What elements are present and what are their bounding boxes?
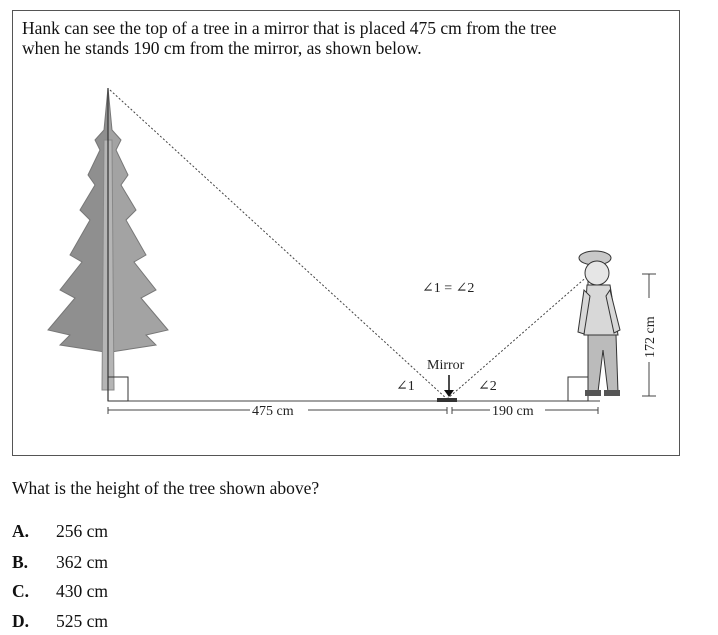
choice-a[interactable] xyxy=(12,521,108,542)
choice-d-text: 525 cm xyxy=(56,611,109,631)
dimension-190-label: 190 cm xyxy=(492,404,534,419)
dimension-172-label: 172 cm xyxy=(643,316,658,358)
choice-b[interactable] xyxy=(12,552,108,573)
sight-line-tree xyxy=(110,90,447,399)
choice-c[interactable] xyxy=(12,581,108,602)
choice-d[interactable] xyxy=(12,611,108,632)
tree-illustration xyxy=(48,88,168,401)
angle-1-label: ∠1 xyxy=(396,379,415,394)
person-hank xyxy=(568,251,620,401)
mirror-arrow-head xyxy=(444,390,454,397)
choice-c-text: 430 cm xyxy=(56,581,109,601)
choice-a-letter: A. xyxy=(12,521,30,541)
question-text: What is the height of the tree shown above? xyxy=(12,478,320,498)
mirror-label: Mirror xyxy=(427,358,465,373)
choice-b-text: 362 cm xyxy=(56,552,109,572)
dimension-172 xyxy=(642,274,658,396)
dimension-475 xyxy=(108,404,447,419)
angle-2-label: ∠2 xyxy=(478,379,497,394)
choice-d-letter: D. xyxy=(12,611,30,631)
dimension-190 xyxy=(452,404,598,419)
dimension-475-label: 475 cm xyxy=(252,404,294,419)
intro-line-1: Hank can see the top of a tree in a mirror that is placed 475 cm from the tree xyxy=(22,18,557,38)
intro-line-2: when he stands 190 cm from the mirror, as shown below. xyxy=(22,38,422,58)
mirror-shape xyxy=(437,398,457,402)
choice-a-text: 256 cm xyxy=(56,521,109,541)
angle-equation: ∠1 = ∠2 xyxy=(422,281,475,296)
choice-b-letter: B. xyxy=(12,552,29,572)
choice-c-letter: C. xyxy=(12,581,30,601)
